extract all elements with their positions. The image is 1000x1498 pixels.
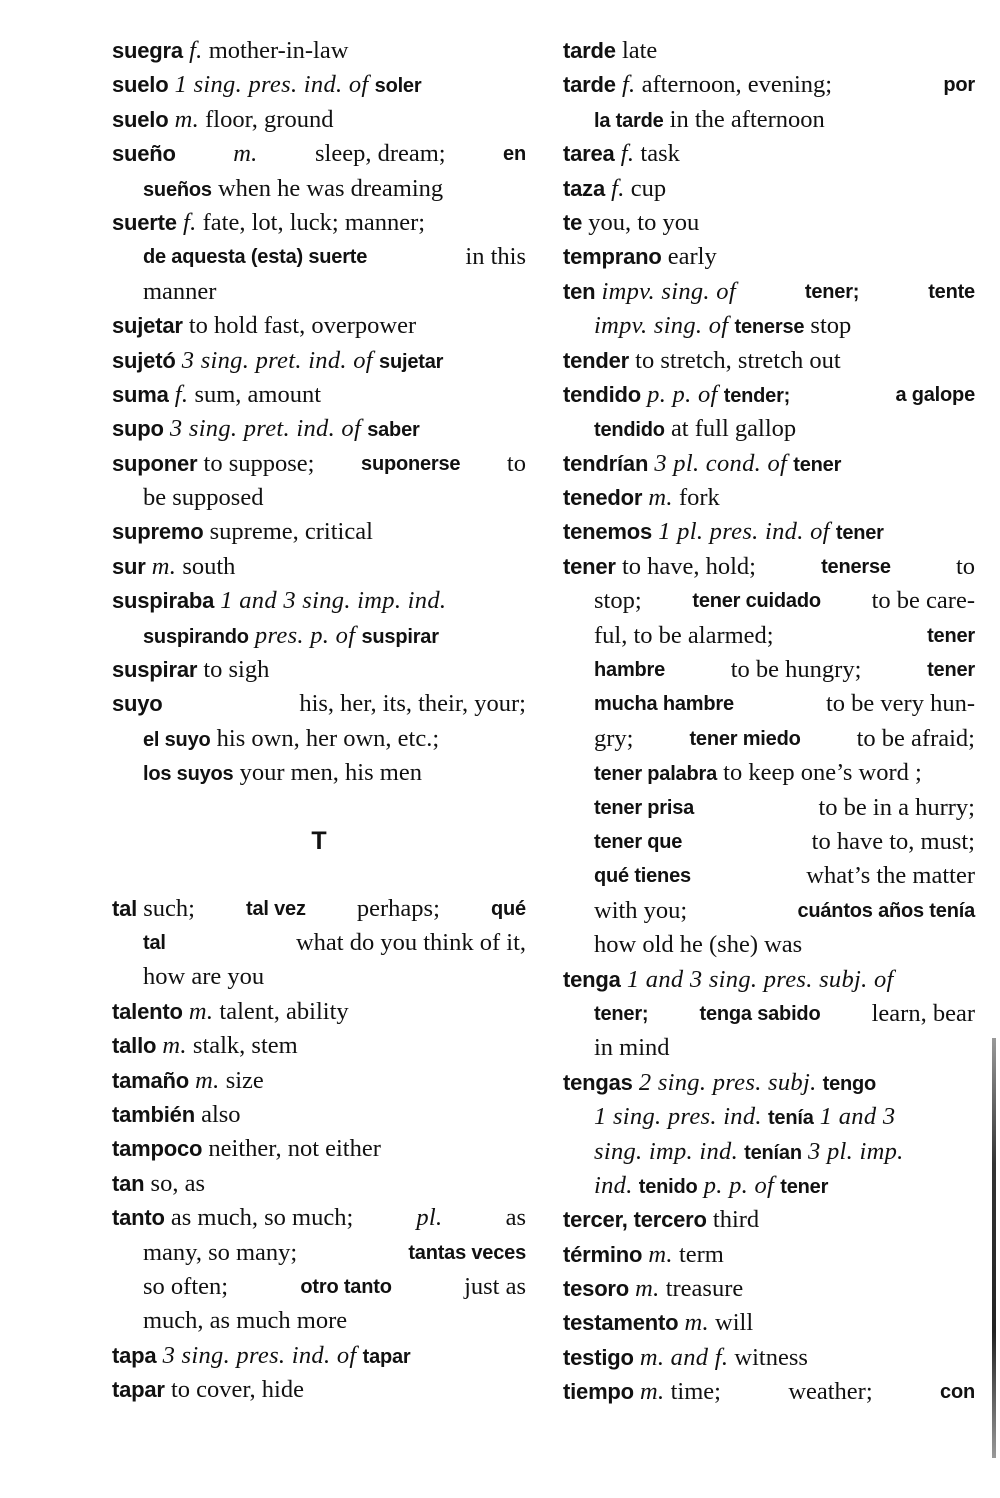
entry-tan bbox=[112, 1167, 526, 1201]
entry-tenga-cont bbox=[563, 997, 975, 1031]
definition: witness bbox=[734, 1343, 808, 1371]
definition: to have, hold; bbox=[621, 552, 756, 580]
headword: te bbox=[563, 209, 583, 235]
entry-tenido bbox=[563, 1169, 975, 1203]
phrase: tal bbox=[143, 931, 166, 954]
headword: taza bbox=[563, 175, 605, 201]
definition: stalk, stem bbox=[192, 1032, 298, 1060]
definition: afternoon, evening; bbox=[641, 71, 833, 99]
entry-tengas bbox=[563, 1066, 975, 1100]
definition: what do you think of it, bbox=[295, 928, 526, 956]
entry-tanto-cont2 bbox=[112, 1270, 526, 1304]
definition: how old he (she) was bbox=[594, 931, 803, 959]
definition: at full gallop bbox=[670, 415, 797, 443]
entry-tapa bbox=[112, 1339, 526, 1373]
headword: sujetar bbox=[112, 313, 183, 339]
phrase: a galope bbox=[895, 383, 975, 406]
phrase: qué bbox=[491, 897, 526, 920]
definition: stop; bbox=[594, 587, 642, 615]
entry-tener-cont-9 bbox=[563, 859, 975, 893]
headword: tiempo bbox=[563, 1379, 634, 1405]
grammar: m. bbox=[188, 997, 214, 1025]
cross-ref: tener bbox=[793, 453, 842, 476]
entry-tener-cont-6 bbox=[563, 756, 975, 790]
grammar: m. bbox=[640, 1378, 665, 1406]
definition: south bbox=[182, 552, 236, 580]
entry-suspiraba bbox=[112, 584, 526, 618]
headword: suyo bbox=[112, 691, 163, 717]
cross-ref: tener bbox=[835, 522, 884, 545]
definition: to bbox=[506, 449, 526, 477]
headword: supo bbox=[112, 416, 164, 442]
grammar: impv. sing. of bbox=[601, 277, 736, 305]
entry-tallo bbox=[112, 1029, 526, 1063]
grammar: p. p. of bbox=[647, 380, 718, 408]
entry-tarea bbox=[563, 137, 975, 171]
entry-los-suyos bbox=[112, 756, 526, 790]
definition: your men, his men bbox=[239, 759, 422, 787]
grammar: m. bbox=[635, 1275, 660, 1303]
grammar: m. bbox=[684, 1309, 709, 1337]
definition: how are you bbox=[143, 963, 265, 991]
headword: tenga bbox=[563, 966, 621, 992]
entry-suspirando bbox=[112, 619, 526, 653]
entry-tal bbox=[112, 892, 526, 926]
headword: tallo bbox=[112, 1033, 157, 1059]
phrase: tal vez bbox=[246, 897, 306, 920]
phrase: de aquesta (esta) suerte bbox=[143, 246, 368, 269]
definition: neither, not either bbox=[208, 1135, 381, 1163]
phrase: tener miedo bbox=[689, 727, 801, 750]
phrase: tener prisa bbox=[594, 796, 695, 819]
grammar: 1 and 3 bbox=[819, 1103, 896, 1131]
headword: tenían bbox=[744, 1141, 802, 1164]
phrase: la tarde bbox=[594, 109, 664, 132]
definition: also bbox=[201, 1100, 241, 1128]
headword: suelo bbox=[112, 72, 169, 98]
definition: you, to you bbox=[588, 208, 700, 236]
headword: suelo bbox=[112, 106, 169, 132]
headword: tampoco bbox=[112, 1136, 203, 1162]
grammar: 3 pl. imp. bbox=[807, 1137, 904, 1165]
entry-suyo bbox=[112, 687, 526, 721]
headword: testamento bbox=[563, 1310, 679, 1336]
entry-tener bbox=[563, 550, 975, 584]
entry-tener-cont-10 bbox=[563, 894, 975, 928]
grammar: f. bbox=[621, 71, 636, 99]
definition: to be in a hurry; bbox=[818, 793, 975, 821]
entry-tenedor bbox=[563, 481, 975, 515]
headword: sur bbox=[112, 553, 146, 579]
phrase: tener cuidado bbox=[692, 590, 821, 613]
definition: in this bbox=[465, 243, 526, 271]
headword: tan bbox=[112, 1170, 145, 1196]
grammar: sing. imp. ind. bbox=[594, 1137, 739, 1165]
grammar: m. bbox=[195, 1066, 220, 1094]
grammar: m. bbox=[233, 140, 258, 168]
grammar: 3 sing. pret. ind. of bbox=[169, 415, 362, 443]
definition: cup bbox=[630, 174, 667, 202]
headword: tender bbox=[563, 347, 630, 373]
definition: much, as much more bbox=[143, 1307, 348, 1335]
definition: to sigh bbox=[203, 656, 270, 684]
entry-suegra: suegra f. mother-in-law bbox=[112, 37, 349, 64]
phrase: mucha hambre bbox=[594, 693, 734, 716]
entry-tenemos bbox=[563, 515, 975, 549]
entry-tapar bbox=[112, 1373, 526, 1407]
entry-tenga bbox=[563, 963, 975, 997]
headword: suspirar bbox=[112, 657, 198, 683]
grammar: 3 pl. cond. of bbox=[654, 449, 788, 477]
entry-tengo-cont bbox=[563, 1100, 975, 1134]
definition: talent, ability bbox=[219, 997, 349, 1025]
headword: tapar bbox=[112, 1377, 165, 1403]
grammar: pres. p. of bbox=[254, 621, 356, 649]
grammar: 1 sing. pres. ind. bbox=[594, 1103, 762, 1131]
headword: tenía bbox=[767, 1107, 814, 1130]
cross-ref: sujetar bbox=[379, 350, 444, 373]
definition: with you; bbox=[594, 896, 688, 924]
definition: to stretch, stretch out bbox=[635, 346, 841, 374]
page-edge-shadow bbox=[992, 1038, 996, 1458]
entry-sujeto bbox=[112, 344, 526, 378]
headword: tercer, tercero bbox=[563, 1207, 707, 1233]
grammar: 1 and 3 sing. imp. ind. bbox=[220, 587, 447, 615]
headword: tengas bbox=[563, 1069, 633, 1095]
headword: tarde bbox=[563, 72, 616, 98]
definition: his, her, its, their, your; bbox=[299, 690, 526, 718]
phrase: qué tienes bbox=[594, 865, 691, 888]
cross-ref: suspirar bbox=[361, 625, 439, 648]
phrase: por bbox=[943, 74, 975, 97]
headword: tener bbox=[563, 553, 616, 579]
phrase: tener bbox=[927, 624, 975, 647]
definition: third bbox=[712, 1206, 760, 1234]
grammar: m. and f. bbox=[639, 1343, 729, 1371]
definition: what’s the matter bbox=[806, 862, 975, 890]
definition: floor, ground bbox=[205, 105, 334, 133]
entry-suerte-cont bbox=[112, 240, 526, 274]
grammar: m. bbox=[174, 105, 200, 133]
entry-tarde-1 bbox=[563, 34, 975, 68]
entry-tente-cont bbox=[563, 309, 975, 343]
definition: his own, her own, etc.; bbox=[216, 724, 440, 752]
entry-tener-cont-5 bbox=[563, 722, 975, 756]
definition: sum, amount bbox=[194, 380, 322, 408]
definition: just as bbox=[464, 1272, 526, 1300]
entry-temprano bbox=[563, 240, 975, 274]
definition: learn, bear bbox=[871, 999, 975, 1027]
phrase: los suyos bbox=[143, 763, 234, 786]
cross-ref: saber bbox=[367, 419, 420, 442]
entry-tendido-cont bbox=[563, 412, 975, 446]
headword: suegra bbox=[112, 38, 183, 63]
phrase: cuántos años tenía bbox=[797, 899, 975, 922]
definition: to be afraid; bbox=[856, 724, 975, 752]
phrase: con bbox=[940, 1381, 975, 1404]
phrase: suponerse bbox=[361, 452, 461, 475]
definition: so, as bbox=[150, 1169, 205, 1197]
definition: to cover, hide bbox=[170, 1376, 304, 1404]
entry-suerte: suerte f. fate, lot, luck; manner; bbox=[112, 208, 426, 236]
entry-el-suyo bbox=[112, 722, 526, 756]
entry-suelo-1 bbox=[112, 68, 526, 102]
entry-testigo bbox=[563, 1341, 975, 1375]
entry-tendrian bbox=[563, 447, 975, 481]
definition: as bbox=[505, 1204, 526, 1232]
headword: tente bbox=[928, 280, 975, 303]
headword: suspiraba bbox=[112, 588, 215, 614]
definition: treasure bbox=[665, 1275, 744, 1303]
cross-ref: tenerse bbox=[734, 316, 805, 339]
entry-tenga-cont2 bbox=[563, 1031, 975, 1065]
definition: when he was dreaming bbox=[217, 174, 444, 202]
section-letter-heading: T bbox=[311, 826, 327, 855]
phrase: hambre bbox=[594, 659, 666, 682]
entry-sujetar bbox=[112, 309, 526, 343]
entry-tanto-cont3 bbox=[112, 1304, 526, 1338]
grammar: pl. bbox=[416, 1204, 443, 1232]
cross-ref: soler bbox=[374, 75, 422, 98]
headword: tendido bbox=[563, 381, 642, 407]
grammar: ind. bbox=[594, 1171, 633, 1199]
grammar: p. p. of bbox=[703, 1171, 775, 1199]
definition: will bbox=[715, 1309, 754, 1337]
entry-tampoco bbox=[112, 1132, 526, 1166]
headword: tenido bbox=[638, 1175, 698, 1198]
entry-tercer bbox=[563, 1203, 975, 1237]
definition: to keep one’s word ; bbox=[723, 759, 922, 787]
headword: tengo bbox=[822, 1072, 877, 1095]
cross-ref: tender; bbox=[723, 384, 791, 407]
definition: sleep, dream; bbox=[315, 140, 446, 168]
definition: perhaps; bbox=[356, 894, 440, 922]
cross-ref: tener; bbox=[804, 280, 860, 303]
definition: manner bbox=[143, 277, 217, 305]
cross-ref: tapar bbox=[362, 1345, 411, 1368]
grammar: f. bbox=[620, 140, 635, 168]
headword: tapa bbox=[112, 1342, 157, 1368]
definition: early bbox=[667, 243, 717, 271]
left-column bbox=[112, 34, 526, 1407]
entry-sueno bbox=[112, 137, 526, 171]
definition: time; bbox=[670, 1378, 721, 1406]
entry-tarde-2 bbox=[563, 68, 975, 102]
grammar: 1 and 3 sing. pres. subj. of bbox=[626, 965, 894, 993]
headword: suma bbox=[112, 381, 169, 407]
definition: to be care- bbox=[871, 587, 975, 615]
grammar: m. bbox=[151, 552, 177, 580]
grammar: m. bbox=[648, 1240, 673, 1268]
entry-sur bbox=[112, 550, 526, 584]
definition: be supposed bbox=[143, 484, 264, 512]
headword: supremo bbox=[112, 519, 204, 545]
entry-termino bbox=[563, 1238, 975, 1272]
entry-supremo bbox=[112, 515, 526, 549]
entry-te bbox=[563, 206, 975, 240]
headword: tenemos bbox=[563, 519, 653, 545]
entry-tesoro bbox=[563, 1272, 975, 1306]
entry-tener-cont-2 bbox=[563, 619, 975, 653]
definition: to bbox=[955, 552, 975, 580]
grammar: impv. sing. of bbox=[594, 312, 729, 340]
grammar: f. bbox=[174, 380, 189, 408]
headword: tarea bbox=[563, 141, 615, 167]
phrase: otro tanto bbox=[300, 1275, 392, 1298]
headword: suspirando bbox=[143, 625, 249, 648]
phrase: sueños bbox=[143, 178, 212, 201]
entry-ten bbox=[563, 275, 975, 309]
definition: mother-in-law bbox=[208, 37, 349, 64]
phrase: tantas veces bbox=[408, 1241, 526, 1264]
entry-talento bbox=[112, 995, 526, 1029]
entry-tener-cont-11 bbox=[563, 928, 975, 962]
headword: sujetó bbox=[112, 347, 176, 373]
headword: talento bbox=[112, 998, 183, 1024]
headword: tanto bbox=[112, 1205, 165, 1231]
definition: to suppose; bbox=[203, 449, 315, 477]
entry-testamento bbox=[563, 1306, 975, 1340]
entry-tarde-cont bbox=[563, 103, 975, 137]
headword: testigo bbox=[563, 1344, 634, 1370]
definition: to have to, must; bbox=[811, 827, 975, 855]
entry-tal-cont bbox=[112, 926, 526, 960]
entry-suma bbox=[112, 378, 526, 412]
grammar: 1 sing. pres. ind. of bbox=[174, 71, 369, 99]
phrase: el suyo bbox=[143, 728, 211, 751]
definition: stop bbox=[810, 312, 852, 340]
phrase: en bbox=[503, 143, 526, 166]
definition: term bbox=[678, 1240, 724, 1268]
headword: suerte bbox=[112, 209, 177, 235]
definition: late bbox=[621, 37, 658, 64]
entry-sueno-cont bbox=[112, 172, 526, 206]
entry-tender bbox=[563, 344, 975, 378]
definition: supreme, critical bbox=[209, 518, 373, 546]
definition: task bbox=[640, 140, 680, 168]
headword: también bbox=[112, 1101, 195, 1127]
headword: tenedor bbox=[563, 485, 643, 511]
definition: to be very hun- bbox=[826, 690, 975, 718]
phrase: tendido bbox=[594, 419, 665, 442]
grammar: 3 sing. pres. ind. of bbox=[162, 1341, 357, 1369]
entry-tenia-cont bbox=[563, 1135, 975, 1169]
entry-tal-cont2 bbox=[112, 960, 526, 994]
entry-tanto bbox=[112, 1201, 526, 1235]
headword: tamaño bbox=[112, 1067, 190, 1093]
headword: tal bbox=[112, 895, 138, 921]
definition: to hold fast, overpower bbox=[188, 312, 417, 340]
entry-suponer bbox=[112, 447, 526, 481]
definition: ful, to be alarmed; bbox=[594, 621, 774, 649]
headword: tarde bbox=[563, 38, 616, 63]
headword: tendrían bbox=[563, 450, 649, 476]
cross-ref: tener; bbox=[594, 1002, 649, 1025]
phrase: tenga sabido bbox=[699, 1002, 821, 1025]
definition: fate, lot, luck; manner; bbox=[202, 208, 426, 236]
entry-tener-cont-3 bbox=[563, 653, 975, 687]
grammar: 2 sing. pres. subj. bbox=[638, 1068, 817, 1096]
entry-tiempo bbox=[563, 1375, 975, 1409]
definition: as much, so much; bbox=[170, 1204, 354, 1232]
definition: so often; bbox=[143, 1272, 229, 1300]
grammar: 1 pl. pres. ind. of bbox=[658, 518, 830, 546]
entry-suelo-2 bbox=[112, 103, 526, 137]
definition: gry; bbox=[594, 724, 634, 752]
grammar: m. bbox=[648, 484, 673, 512]
definition: such; bbox=[143, 894, 195, 922]
definition: fork bbox=[678, 484, 720, 512]
headword: sueño bbox=[112, 141, 176, 167]
definition: size bbox=[225, 1066, 264, 1094]
definition: in the afternoon bbox=[669, 105, 825, 133]
entry-suponer-cont bbox=[112, 481, 526, 515]
definition: in mind bbox=[594, 1034, 670, 1062]
phrase: tener palabra bbox=[594, 763, 718, 786]
grammar: 3 sing. pret. ind. of bbox=[181, 346, 373, 374]
right-column bbox=[563, 34, 975, 1410]
entry-tanto-cont bbox=[112, 1236, 526, 1270]
definition: many, so many; bbox=[143, 1238, 298, 1266]
entry-suerte-cont2 bbox=[112, 275, 526, 309]
phrase: tener que bbox=[594, 830, 683, 853]
headword: temprano bbox=[563, 244, 662, 270]
definition: to be hungry; bbox=[730, 656, 862, 684]
entry-tener-cont-4 bbox=[563, 687, 975, 721]
cross-ref: tener bbox=[780, 1175, 829, 1198]
entry-tener-cont-8 bbox=[563, 825, 975, 859]
headword: tesoro bbox=[563, 1276, 630, 1302]
definition: weather; bbox=[788, 1378, 873, 1406]
entry-tambien bbox=[112, 1098, 526, 1132]
entry-taza bbox=[563, 172, 975, 206]
entry-tamano bbox=[112, 1064, 526, 1098]
entry-tener-cont-1 bbox=[563, 584, 975, 618]
phrase: tenerse bbox=[821, 555, 891, 578]
entry-supo bbox=[112, 412, 526, 446]
headword: ten bbox=[563, 278, 596, 304]
grammar: f. bbox=[611, 174, 625, 202]
entry-tendido bbox=[563, 378, 975, 412]
entry-suspirar bbox=[112, 653, 526, 687]
grammar: m. bbox=[162, 1032, 187, 1060]
phrase: tener bbox=[927, 659, 975, 682]
entry-tener-cont-7 bbox=[563, 791, 975, 825]
headword: suponer bbox=[112, 450, 198, 476]
headword: término bbox=[563, 1241, 643, 1267]
